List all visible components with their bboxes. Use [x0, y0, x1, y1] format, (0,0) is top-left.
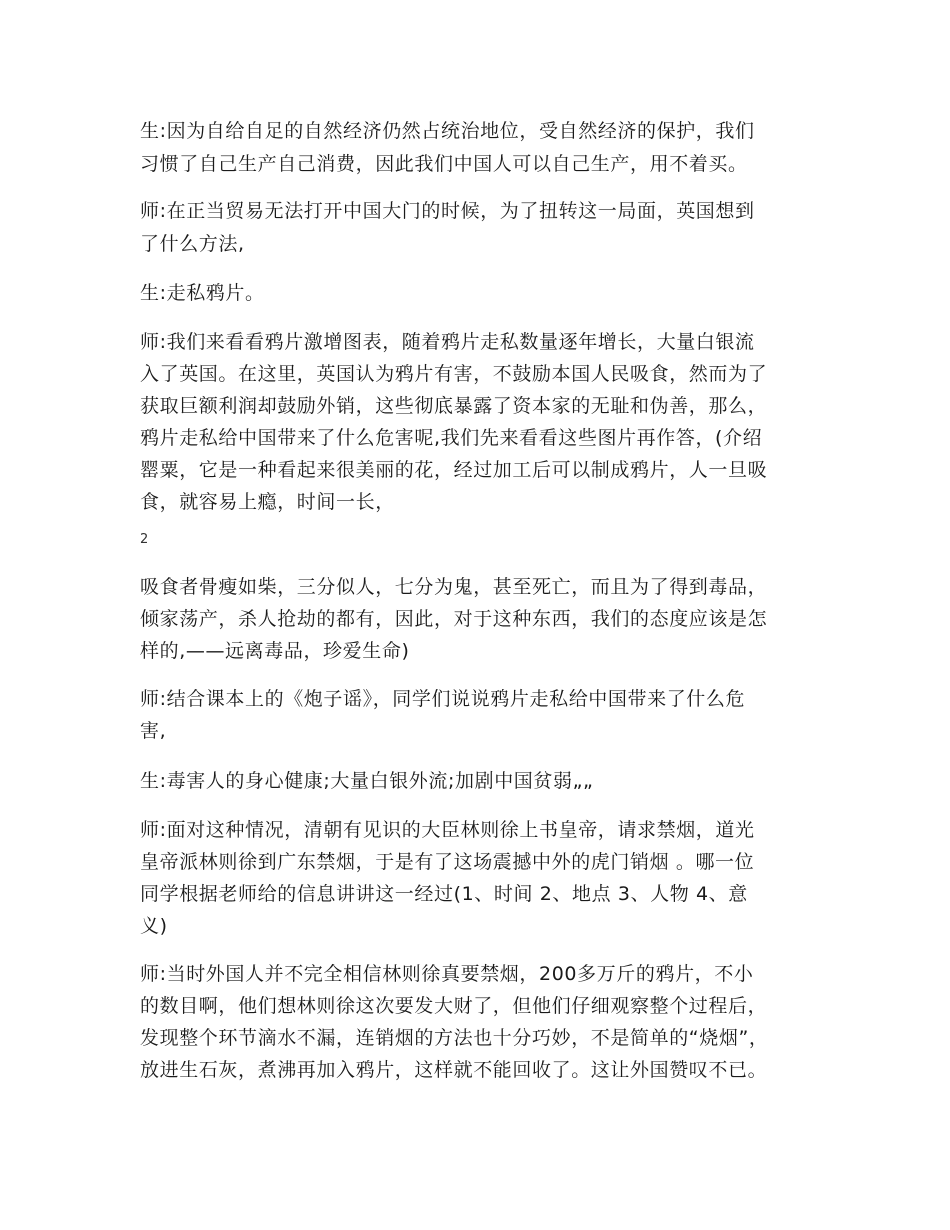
text-line: 放进生石灰，煮沸再加入鸦片，这样就不能回收了。这让外国赞叹不已。: [140, 1059, 768, 1081]
text-line: 获取巨额利润却鼓励外销，这些彻底暴露了资本家的无耻和伪善，那么，: [140, 395, 768, 417]
text-line: 入了英国。在这里，英国认为鸦片有害，不鼓励本国人民吸食，然而为了: [140, 363, 768, 385]
text-line: 师:在正当贸易无法打开中国大门的时候，为了扭转这一局面，英国想到: [140, 200, 755, 222]
text-line: 倾家荡产，杀人抢劫的都有，因此，对于这种东西，我们的态度应该是怎: [140, 608, 768, 630]
text-line: 了什么方法,: [140, 233, 245, 255]
text-line: 吸食者骨瘦如柴，三分似人，七分为鬼，甚至死亡，而且为了得到毒品，: [140, 576, 768, 598]
text-line: 生:因为自给自足的自然经济仍然占统治地位，受自然经济的保护，我们: [140, 120, 755, 142]
text-line: 害,: [140, 720, 167, 742]
text-line: 师:我们来看看鸦片激增图表，随着鸦片走私数量逐年增长，大量白银流: [140, 331, 755, 353]
text-line: 的数目啊，他们想林则徐这次要发大财了，但他们仔细观察整个过程后，: [140, 995, 768, 1017]
text-line: 生:走私鸦片。: [140, 282, 265, 304]
text-line: 食，就容易上瘾，时间一长，: [140, 491, 395, 513]
text-line: 发现整个环节滴水不漏，连销烟的方法也十分巧妙，不是简单的“烧烟”，: [140, 1027, 769, 1049]
text-line: 样的,——远离毒品，珍爱生命): [140, 640, 410, 662]
text-line: 师:结合课本上的《炮子谣》，同学们说说鸦片走私给中国带来了什么危: [140, 688, 746, 710]
text-line: 习惯了自己生产自己消费，因此我们中国人可以自己生产，用不着买。: [140, 153, 748, 175]
text-line: 义): [140, 915, 168, 937]
text-line: 师:面对这种情况，清朝有见识的大臣林则徐上书皇帝，请求禁烟，道光: [140, 819, 755, 841]
text-line: 师:当时外国人并不完全相信林则徐真要禁烟，200多万斤的鸦片，不小: [140, 963, 754, 985]
text-line: 鸦片走私给中国带来了什么危害呢,我们先来看看这些图片再作答，(介绍: [140, 427, 763, 449]
text-line: 皇帝派林则徐到广东禁烟，于是有了这场震撼中外的虎门销烟 。哪一位: [140, 851, 755, 873]
text-line: 罂粟，它是一种看起来很美丽的花，经过加工后可以制成鸦片，人一旦吸: [140, 459, 768, 481]
text-line: 生:毒害人的身心健康;大量白银外流;加剧中国贫弱„„: [140, 770, 594, 792]
text-line: 同学根据老师给的信息讲讲这一经过(1、时间 2、地点 3、人物 4、意: [140, 883, 748, 905]
page-number: 2: [140, 532, 149, 547]
